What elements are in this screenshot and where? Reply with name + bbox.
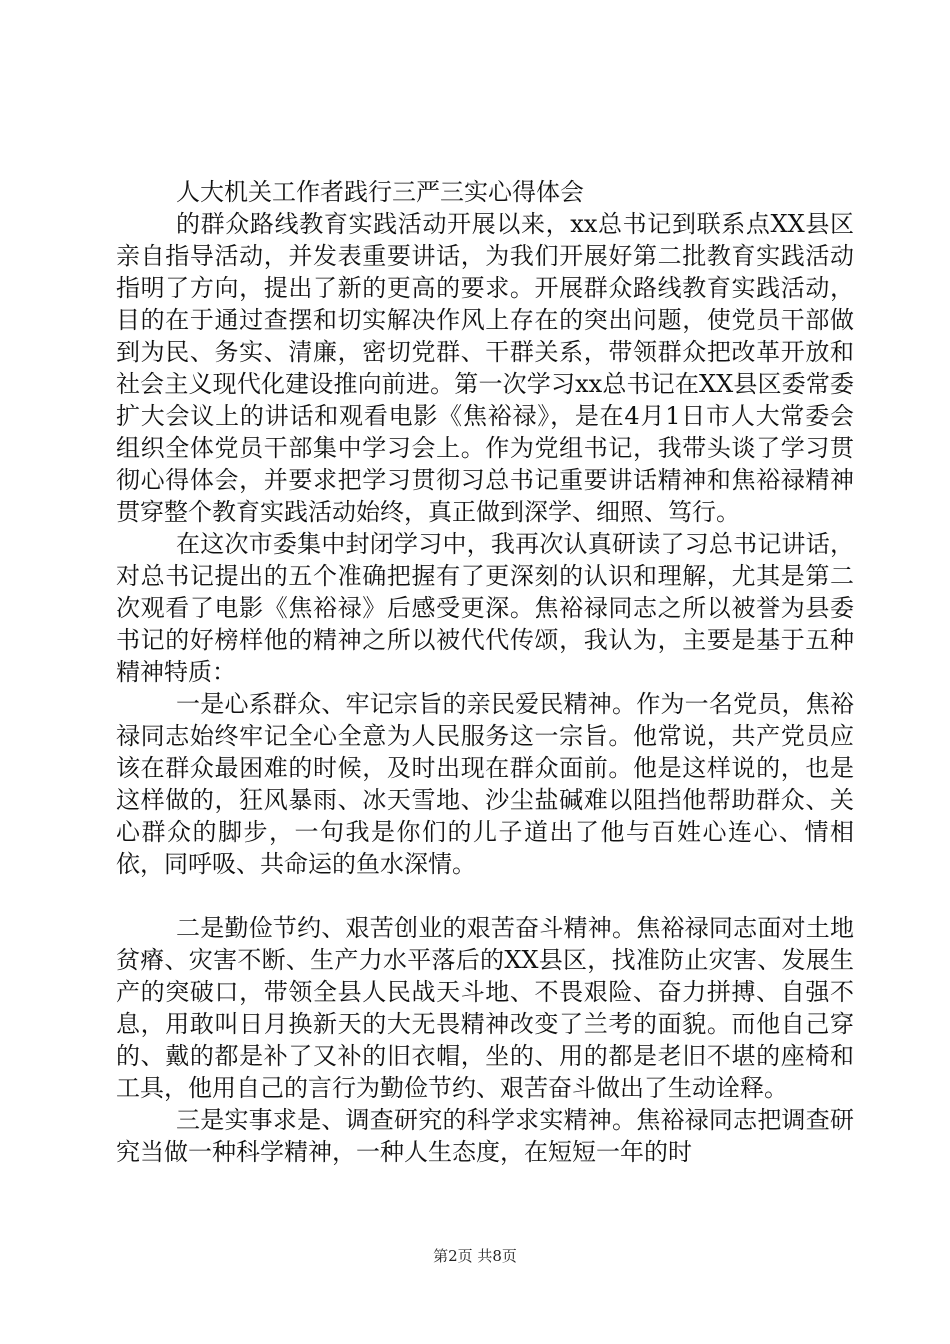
paragraph-point-two: 二是勤俭节约、艰苦创业的艰苦奋斗精神。焦裕禄同志面对土地贫瘠、灾害不断、生产力水平落后的XX县区，找准防止灾害、发展生产的突破口，带领全县人民战天斗地、不畏艰险、奋力拼搏、自强不息，用敢叫日月换新天的大无畏精神改变了兰考的面貌。而他自己穿的、戴的都是补了又补的旧衣帽，坐的、用的都是老旧不堪的座椅和工具，他用自己的言行为勤俭节约、艰苦奋斗做出了生动诠释。 [116, 914, 854, 1102]
page-number-footer: 第2页 共8页 [433, 1247, 517, 1265]
paragraph-study: 在这次市委集中封闭学习中，我再次认真研读了习总书记讲话，对总书记提出的五个准确把握有了更深刻的认识和理解，尤其是第二次观看了电影《焦裕禄》后感受更深。焦裕禄同志之所以被誉为县委书记的好榜样他的精神之所以被代代传颂，我认为，主要是基于五种精神特质： [116, 530, 854, 686]
paragraph-point-three: 三是实事求是、调查研究的科学求实精神。焦裕禄同志把调查研究当做一种科学精神，一种人生态度，在短短一年的时 [116, 1106, 854, 1166]
document-title: 人大机关工作者践行三严三实心得体会 [176, 178, 584, 206]
paragraph-intro: 的群众路线教育实践活动开展以来，xx总书记到联系点XX县区亲自指导活动，并发表重要讲话，为我们开展好第二批教育实践活动指明了方向，提出了新的更高的要求。开展群众路线教育实践活动，目的在于通过查摆和切实解决作风上存在的突出问题，使党员干部做到为民、务实、清廉，密切党群、干群关系，带领群众把改革开放和社会主义现代化建设推向前进。第一次学习xx总书记在XX县区委常委扩大会议上的讲话和观看电影《焦裕禄》，是在4月1日市人大常委会组织全体党员干部集中学习会上。作为党组书记，我带头谈了学习贯彻心得体会，并要求把学习贯彻习总书记重要讲话精神和焦裕禄精神贯穿整个教育实践活动始终，真正做到深学、细照、笃行。 [116, 210, 854, 526]
paragraph-point-one: 一是心系群众、牢记宗旨的亲民爱民精神。作为一名党员，焦裕禄同志始终牢记全心全意为人民服务这一宗旨。他常说，共产党员应该在群众最困难的时候，及时出现在群众面前。他是这样说的，也是这样做的，狂风暴雨、冰天雪地、沙尘盐碱难以阻挡他帮助群众、关心群众的脚步，一句我是你们的儿子道出了他与百姓心连心、情相依，同呼吸、共命运的鱼水深情。 [116, 690, 854, 878]
document-body [116, 176, 854, 1168]
